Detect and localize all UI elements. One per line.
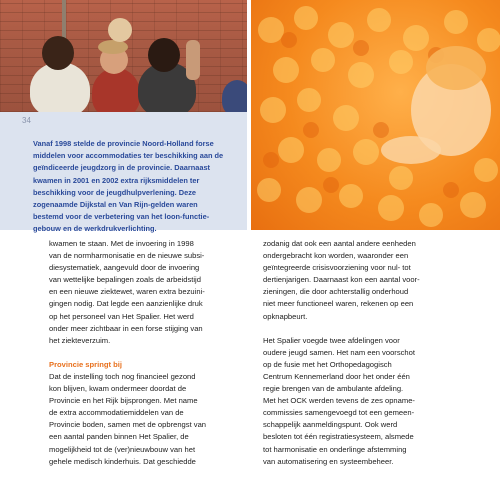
text-line: Provincie boden, samen met de opbrengst van	[49, 420, 207, 430]
adult-head	[108, 18, 132, 42]
intro-line: Vanaf 1998 stelde de provincie Noord-Holland forse	[33, 139, 214, 148]
text-line: Centrum Kennemerland door het onder één	[263, 371, 410, 381]
text-line: tot harmonisatie en onderlinge afstemming	[263, 444, 407, 454]
text-line: besloten tot één registratiesysteem, alsmede	[263, 432, 414, 442]
child-figure	[222, 80, 247, 112]
child-figure	[92, 68, 140, 112]
intro-line: kwamen in 2001 en 2002 extra rijksmiddelen ter	[33, 175, 200, 185]
text-line: van automatisering en systeembeheer.	[263, 456, 394, 466]
intro-line: beschikking voor de jeugdhulpverlening. Deze	[33, 187, 197, 197]
right-column	[263, 238, 463, 468]
intro-box	[0, 112, 247, 234]
intro-line: bestemd voor de verbetering van het loon-functie-	[33, 212, 210, 222]
intro-line: zogenaamde Dijkstal en Van Rijn-gelden waren	[33, 200, 198, 210]
text-line: regie brengen van de ambulante afdeling.	[263, 384, 404, 394]
ball-pit-photo	[251, 0, 500, 230]
child-head	[42, 36, 74, 70]
text-line: commissies samengevoegd tot een gemeen-	[263, 408, 415, 418]
text-line: het ziekteverzuim.	[49, 335, 111, 345]
text-line: op het personeel van Het Spalier. Het werd	[49, 311, 194, 321]
text-line: een aantal panden binnen Het Spalier, de	[49, 432, 189, 442]
text-line: geïntegreerde crisisvoorziening voor nul- tot	[263, 263, 411, 273]
text-line: schappelijk aanmeldingspunt. Ook werd	[263, 420, 398, 430]
text-line: dertienjarigen. Daarnaast kon een aantal voor-	[263, 275, 420, 285]
text-line: van wettelijke bepalingen zoals de arbeidstijd	[49, 275, 201, 285]
text-line: Het Spalier voegde twee afdelingen voor	[263, 335, 400, 345]
page-number: 34	[22, 116, 31, 125]
paragraph	[263, 238, 463, 323]
intro-line: gebouw en de werkdrukverlichting.	[33, 224, 157, 234]
text-line: ondergebracht kon worden, waaronder een	[263, 251, 409, 261]
text-line: oudere jeugd samen. Het nam een voorschot	[263, 347, 415, 357]
text-line: Provincie en het Rijk bijsprongen. Met name	[49, 396, 198, 406]
child-hair	[98, 40, 128, 54]
intro-line: middelen voor accommodaties ter beschikking aan de	[33, 151, 224, 161]
text-line: kwamen te staan. Met de invoering in 1998	[49, 239, 194, 248]
text-line: zieningen, die door achterstallig onderhoud	[263, 287, 409, 297]
text-line: Dat de instelling toch nog financieel gezond	[49, 371, 196, 381]
text-line: en een nieuwe ziektewet, waren extra bezuini-	[49, 287, 205, 297]
intro-text	[33, 138, 238, 236]
paragraph	[49, 238, 231, 347]
text-line: van de normharmonisatie en de nieuwe subsi-	[49, 251, 205, 261]
text-line: gehele medisch kinderhuis. Dat geschiedde	[49, 456, 196, 466]
text-line: zodanig dat ook een aantal andere eenheden	[263, 239, 416, 248]
section-subheading: Provincie springt bij	[49, 359, 122, 369]
text-line: kon blijven, kwam ondermeer doordat de	[49, 384, 187, 394]
raised-arm	[186, 40, 200, 80]
text-line: mogelijkheid tot de (ver)nieuwbouw van het	[49, 444, 196, 454]
text-line: diesystematiek, aangevuld door de invoering	[49, 263, 200, 273]
left-column	[49, 238, 231, 468]
text-line: niet meer functioneel waren, rekenen op een	[263, 299, 414, 309]
text-line: op de fusie met het Orthopedagogisch	[263, 359, 392, 369]
text-line: onder meer zichtbaar in een forse stijging van	[49, 323, 203, 333]
paragraph	[49, 371, 231, 468]
text-line: opknapbeurt.	[263, 311, 308, 321]
intro-line: geïndiceerde jeugdzorg in de provincie. Daarnaast	[33, 163, 211, 173]
child-head	[148, 38, 180, 72]
text-line: de extra accommodatiemiddelen van de	[49, 408, 184, 418]
children-photo	[0, 0, 247, 112]
text-line: gingen nodig. Dat legde een aanzienlijke druk	[49, 299, 203, 309]
paragraph	[263, 335, 463, 468]
text-line: Met het OCK werden tevens de zes opname-	[263, 396, 415, 406]
